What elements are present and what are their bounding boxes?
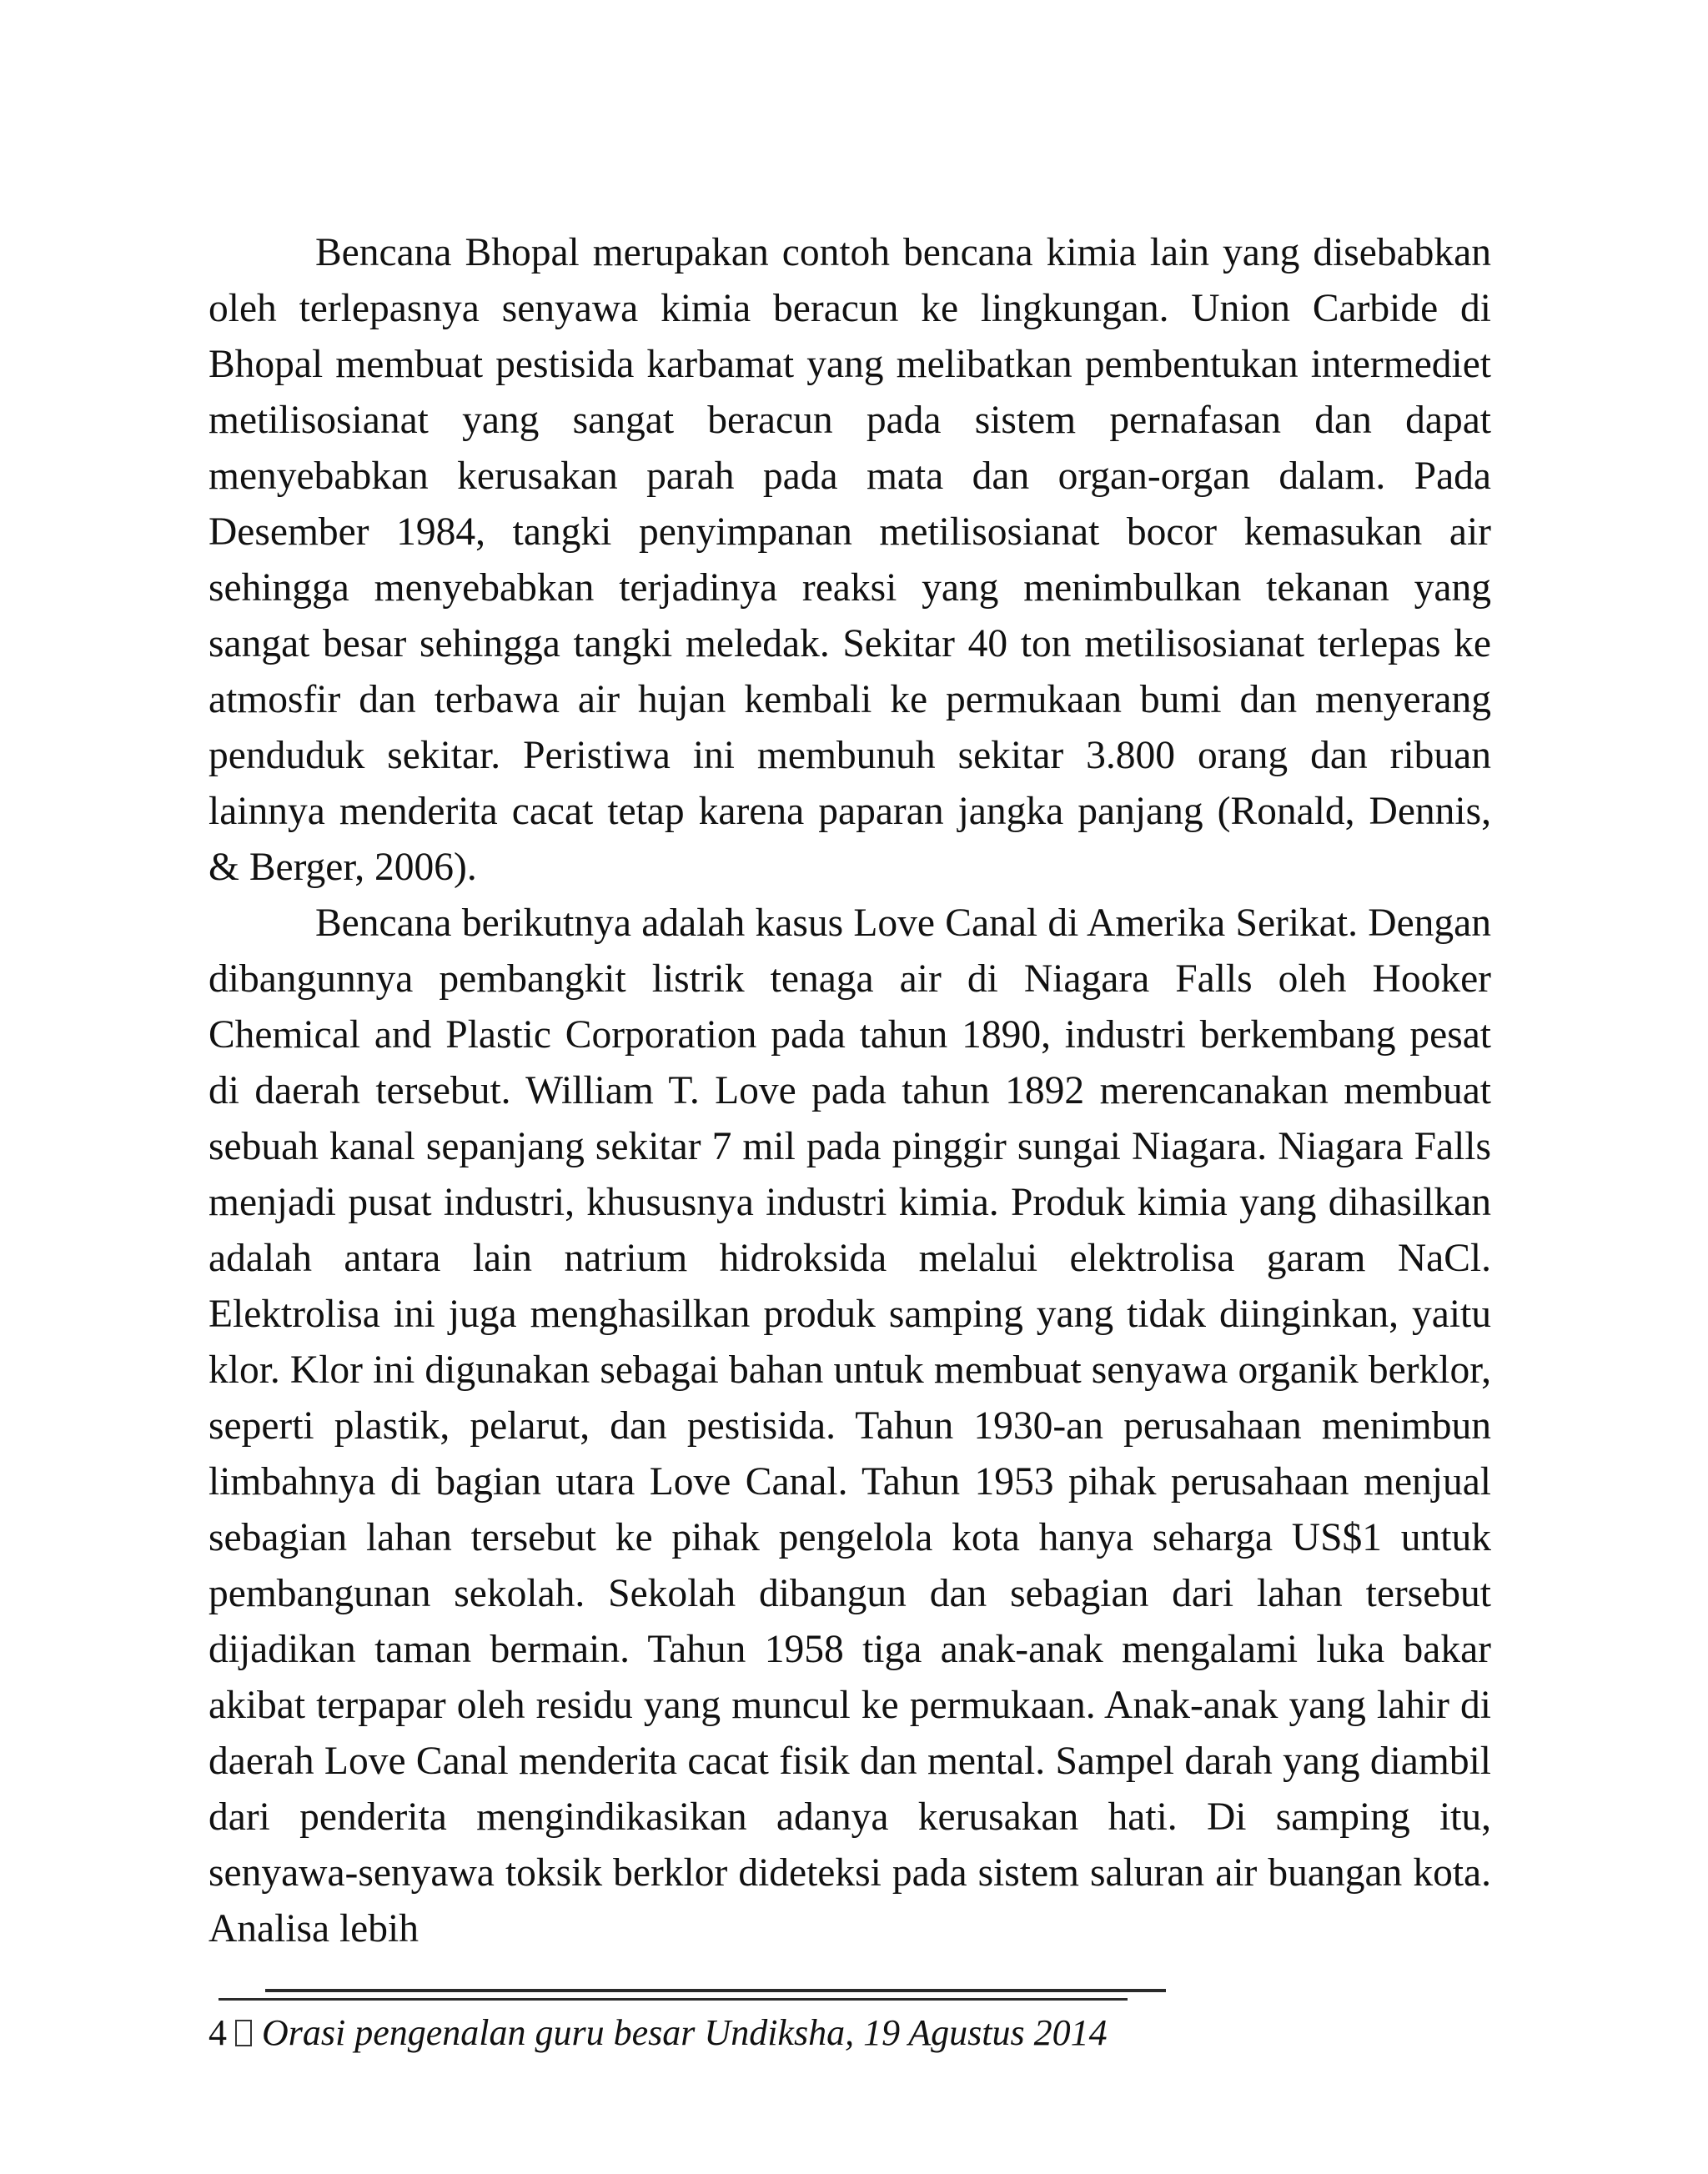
page-number: 4 bbox=[208, 2012, 227, 2053]
footer-rule-top bbox=[265, 1989, 1166, 1992]
page-footer bbox=[208, 2008, 1543, 2058]
body-text bbox=[208, 225, 1491, 1957]
missing-glyph-icon bbox=[235, 2020, 252, 2046]
footer-title: Orasi pengenalan guru besar Undiksha, 19 Agustus 2014 bbox=[262, 2012, 1108, 2053]
paragraph-love-canal: Bencana berikutnya adalah kasus Love Canal di Amerika Serikat. Dengan dibangunnya pembangkit listrik tenaga air di Niagara Falls oleh Hooker Chemical and Plastic Corporation pada tahun 1890, industri berkembang pesat di daerah tersebut. William T. Love pada tahun 1892 merencanakan membuat sebuah kanal sepanjang sekitar 7 mil pada pinggir sungai Niagara. Niagara Falls menjadi pusat industri, khususnya industri kimia. Produk kimia yang dihasilkan adalah antara lain natrium hidroksida melalui elektrolisa garam NaCl. Elektrolisa ini juga menghasilkan produk samping yang tidak diinginkan, yaitu klor. Klor ini digunakan sebagai bahan untuk membuat senyawa organik berklor, seperti plastik, pelarut, dan pestisida. Tahun 1930-an perusahaan menimbun limbahnya di bagian utara Love Canal. Tahun 1953 pihak perusahaan menjual sebagian lahan tersebut ke pihak pengelola kota hanya seharga US$1 untuk pembangunan sekolah. Sekolah dibangun dan sebagian dari lahan tersebut dijadikan taman bermain. Tahun 1958 tiga anak-anak mengalami luka bakar akibat terpapar oleh residu yang muncul ke permukaan. Anak-anak yang lahir di daerah Love Canal menderita cacat fisik dan mental. Sampel darah yang diambil dari penderita mengindikasikan adanya kerusakan hati. Di samping itu, senyawa-senyawa toksik berklor dideteksi pada sistem saluran air buangan kota. Analisa lebih bbox=[208, 901, 1491, 1951]
paragraph-bhopal: Bencana Bhopal merupakan contoh bencana kimia lain yang disebabkan oleh terlepasnya senyawa kimia beracun ke lingkungan. Union Carbide di Bhopal membuat pestisida karbamat yang melibatkan pembentukan intermediet metilisosianat yang sangat beracun pada sistem pernafasan dan dapat menyebabkan kerusakan parah pada mata dan organ-organ dalam. Pada Desember 1984, tangki penyimpanan metilisosianat bocor kemasukan air sehingga menyebabkan terjadinya reaksi yang menimbulkan tekanan yang sangat besar sehingga tangki meledak. Sekitar 40 ton metilisosianat terlepas ke atmosfir dan terbawa air hujan kembali ke permukaan bumi dan menyerang penduduk sekitar. Peristiwa ini membunuh sekitar 3.800 orang dan ribuan lainnya menderita cacat tetap karena paparan jangka panjang (Ronald, Dennis, & Berger, 2006). bbox=[208, 231, 1491, 889]
footer-rule-bottom bbox=[219, 1998, 1128, 2001]
